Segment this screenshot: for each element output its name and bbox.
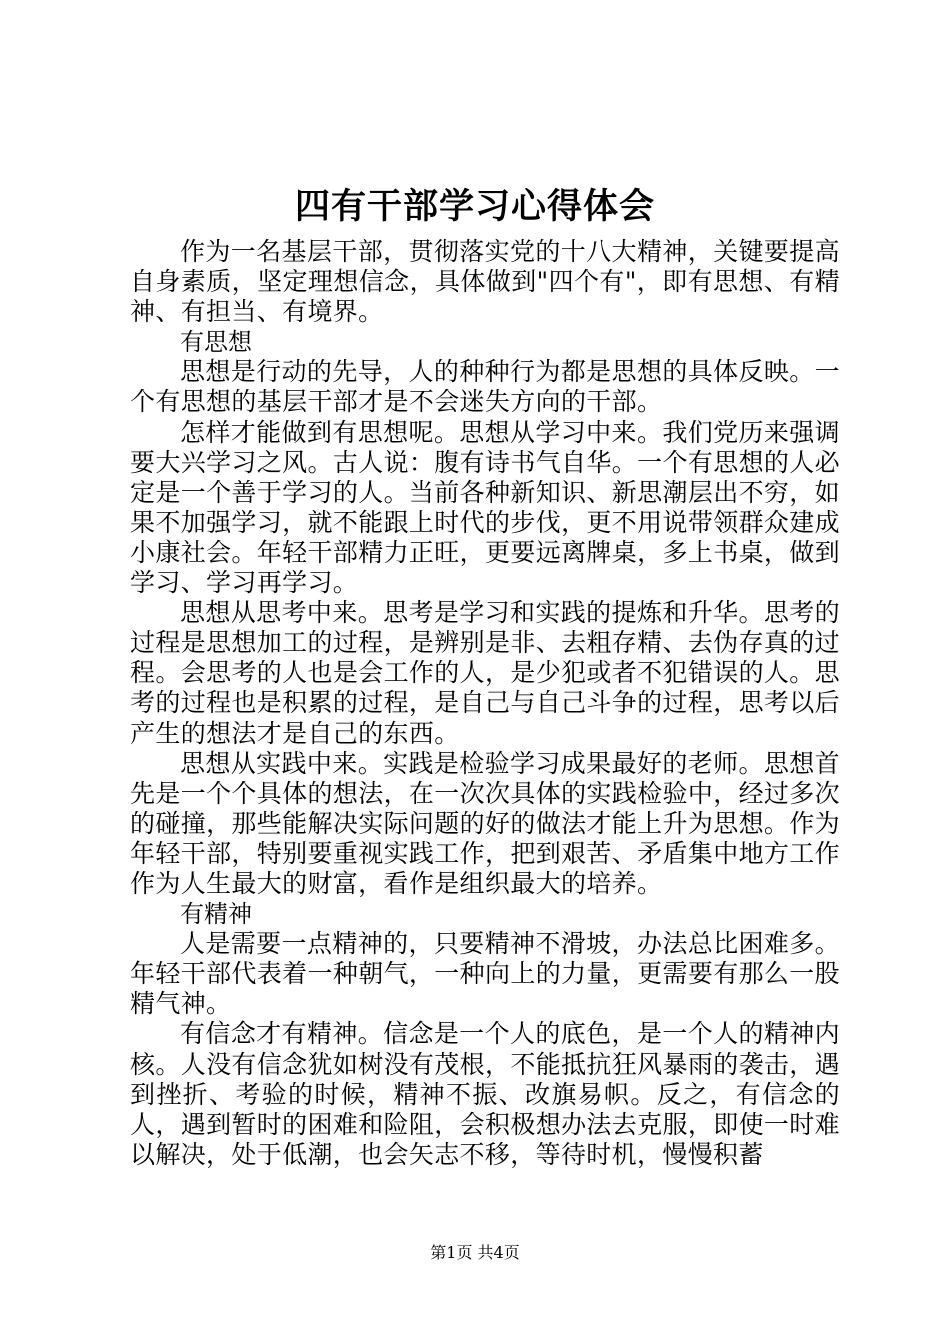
- paragraph: 有信念才有精神。信念是一个人的底色，是一个人的精神内核。人没有信念犹如树没有茂根，不能抵抗狂风暴雨的袭击，遇到挫折、考验的时候，精神不振、改旗易帜。反之，有信念的人，遇到暂时的困难和险阻，会积极想办法去克服，即使一时难以解决，处于低潮，也会矢志不移，等待时机，慢慢积蓄: [130, 1019, 840, 1169]
- paragraph: 人是需要一点精神的，只要精神不滑坡，办法总比困难多。年轻干部代表着一种朝气，一种向上的力量，更需要有那么一股精气神。: [130, 929, 840, 1019]
- paragraph: 思想是行动的先导，人的种种行为都是思想的具体反映。一个有思想的基层干部才是不会迷失方向的干部。: [130, 357, 840, 417]
- paragraph: 思想从思考中来。思考是学习和实践的提炼和升华。思考的过程是思想加工的过程，是辨别是非、去粗存精、去伪存真的过程。会思考的人也是会工作的人，是少犯或者不犯错误的人。思考的过程也是积累的过程，是自己与自己斗争的过程，思考以后产生的想法才是自己的东西。: [130, 598, 840, 748]
- paragraph-intro: 作为一名基层干部，贯彻落实党的十八大精神，关键要提高自身素质，坚定理想信念，具体做到"四个有"，即有思想、有精神、有担当、有境界。: [130, 237, 840, 327]
- section-heading-thought: 有思想: [180, 328, 252, 357]
- document-title: 四有干部学习心得体会: [294, 186, 655, 227]
- document-body: [130, 237, 840, 1170]
- paragraph: 思想从实践中来。实践是检验学习成果最好的老师。思想首先是一个个具体的想法，在一次次具体的实践检验中，经过多次的碰撞，那些能解决实际问题的好的做法才能上升为思想。作为年轻干部，特别要重视实践工作，把到艰苦、矛盾集中地方工作作为人生最大的财富，看作是组织最大的培养。: [130, 748, 840, 898]
- paragraph: 怎样才能做到有思想呢。思想从学习中来。我们党历来强调要大兴学习之风。古人说：腹有诗书气自华。一个有思想的人必定是一个善于学习的人。当前各种新知识、新思潮层出不穷，如果不加强学习，就不能跟上时代的步伐，更不用说带领群众建成小康社会。年轻干部精力正旺，更要远离牌桌，多上书桌，做到学习、学习再学习。: [130, 417, 840, 598]
- section-heading-spirit: 有精神: [180, 900, 252, 929]
- page-footer: 第1页 共4页: [430, 1243, 520, 1262]
